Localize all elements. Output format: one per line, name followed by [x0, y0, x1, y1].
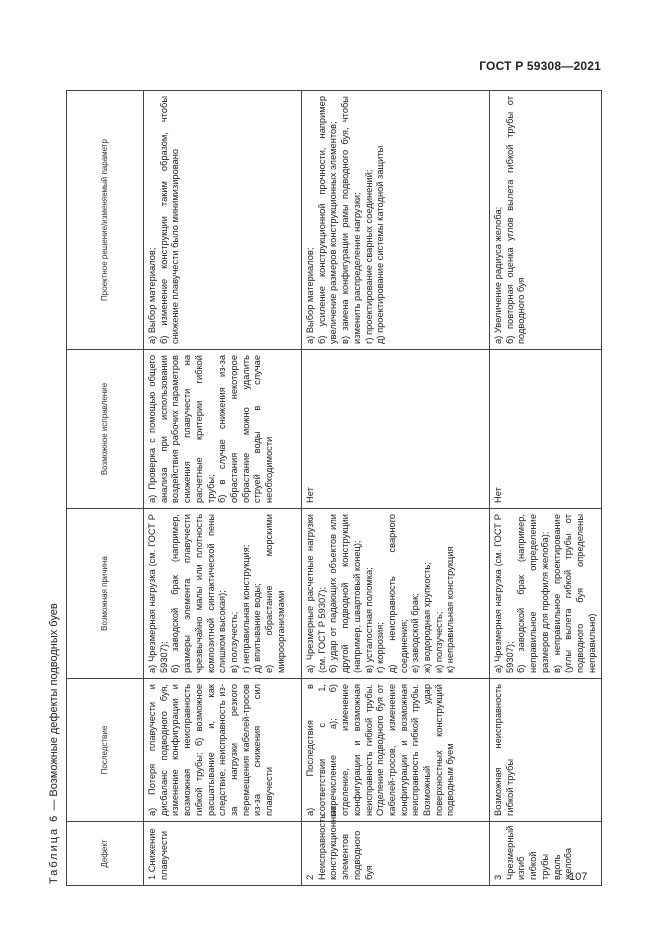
cause-cell — [144, 509, 302, 679]
design-item: а) Увеличение радиуса желоба; — [493, 206, 503, 344]
cause-item: б) удар от падающих объектов или другой подводной конструкции (например, швартовый конец); — [328, 514, 362, 673]
rotated-table-page — [48, 90, 597, 888]
table-caption-prefix: Таблица 6 — [48, 813, 60, 884]
design-item: а) Выбор материалов; — [147, 247, 157, 344]
cause-item: а) Чрезмерная нагрузка (см. ГОСТ Р 59307); — [493, 514, 515, 673]
table-row — [490, 91, 602, 886]
cause-item: ж) водородная хрупкость; — [422, 562, 433, 673]
fix-item: Нет — [305, 487, 315, 503]
standard-designation: ГОСТ Р 59308—2021 — [479, 59, 601, 73]
design-item: д) проектирование системы катодной защиты — [375, 145, 386, 344]
page-number: 107 — [569, 871, 588, 883]
cause-item: к) неправильная конструкция — [445, 546, 456, 673]
design-item: а) Выбор материалов; — [305, 247, 315, 344]
column-header-consequence: Последствие — [67, 679, 144, 822]
table-header-row — [67, 91, 144, 886]
table-caption — [48, 603, 60, 884]
design-item: в) замена конфигурации рамы подводного буя, чтобы изменить распределение нагрузки; — [340, 96, 362, 344]
design-item: б) повторная оценка углов вылета гибкой трубы от подводного буя — [504, 96, 527, 344]
cause-item: в) неправильное проектирование (углы вылета гибкой трубы от подводного буя определены неправильно) — [551, 514, 597, 673]
design-item: б) изменение конструкции таким образом, чтобы снижение плавучести было минимизировано — [158, 96, 181, 344]
defect-cell: 1 Снижение плавучести — [144, 822, 302, 886]
fix-cell — [302, 350, 490, 509]
fix-item: а) Проверка с помощью общего анализа при использовании воздействия рабочих параметров снижения плавучести на расчетные критерии гибкой трубы; — [147, 355, 216, 503]
design-cell — [144, 91, 302, 350]
cause-item: а) Чрезмерная нагрузка (см. ГОСТ Р 59307); — [147, 514, 169, 673]
cause-item: а) Чрезмерные расчетные нагрузки (см. ГОСТ Р 59307); — [305, 514, 327, 673]
column-header-cause: Возможная причина — [67, 509, 144, 679]
column-header-design: Проектное решение/изменяемый параметр — [67, 91, 144, 350]
cause-item: г) коррозия; — [375, 622, 386, 673]
cause-item: е) обрастание морскими микроорганизмами — [264, 514, 286, 673]
design-item: б) усиление конструкционной прочности, например увеличение размеров конструкционных элементов; — [316, 96, 339, 344]
defects-table — [66, 90, 602, 886]
cause-item: б) заводской брак (например, размеры элемента плавучести чрезвычайно малы или плотность композитной синтактической пены слишком высокая); — [170, 514, 228, 673]
column-header-defect: Дефект — [67, 822, 144, 886]
design-cell — [302, 91, 490, 350]
cause-item: д) неисправность сварного соединения; — [386, 514, 409, 673]
cause-item: и) ползучесть; — [433, 611, 444, 673]
cause-item: в) ползучесть; — [228, 611, 239, 673]
design-cell — [490, 91, 602, 350]
cause-cell — [490, 509, 602, 679]
fix-cell — [490, 350, 602, 509]
column-header-fix: Возможное исправление — [67, 350, 144, 509]
defect-cell: 3 Чрезмерный изгиб гибкой трубы вдоль желоба — [490, 822, 602, 886]
consequence-cell: а) Последствия в соответствии с 1, перечисление а); б) отделение, изменение конфигурации и возможная неисправность гибкой трубы. Отделение подводного буя от кабелей-тросов, изменение конфигурации и возможная неисправность гибкой трубы. Возможный удар поверхностных конструкций подводным буем — [302, 679, 490, 822]
table-caption-title: — Возможные дефекты подводных буев — [48, 603, 60, 814]
design-item: г) проектирование сварных соединений; — [363, 169, 374, 344]
cause-item: е) заводской брак; — [410, 593, 421, 673]
table-row — [302, 91, 490, 886]
cause-cell — [302, 509, 490, 679]
consequence-cell: Возможная неисправность гибкой трубы — [490, 679, 602, 822]
cause-item: б) заводской брак (например, неправильное определение размеров для профиля желоба); — [516, 514, 550, 673]
defect-cell: 2 Неисправность конструкционных элементов подводного буя — [302, 822, 490, 886]
fix-item: б) в случае снижения из-за обрастания некоторое обрастание можно удалить струей воды в случае необходимости — [217, 355, 275, 503]
cause-item: д) впитывание воды; — [252, 583, 263, 673]
consequence-cell: а) Потеря плавучести и дисбаланс подводного буя, изменение конфигурации и возможная неисправность гибкой трубы; б) возможное расшатывание и, как следствие, неисправность из-за нагрузки резкого перемещения кабелей-тросов из-за снижения сил плавучести — [144, 679, 302, 822]
cause-item: г) неправильная конструкция; — [240, 544, 251, 673]
fix-cell — [144, 350, 302, 509]
fix-item: Нет — [493, 487, 503, 503]
table-row — [144, 91, 302, 886]
cause-item: в) усталостная поломка; — [363, 567, 374, 673]
